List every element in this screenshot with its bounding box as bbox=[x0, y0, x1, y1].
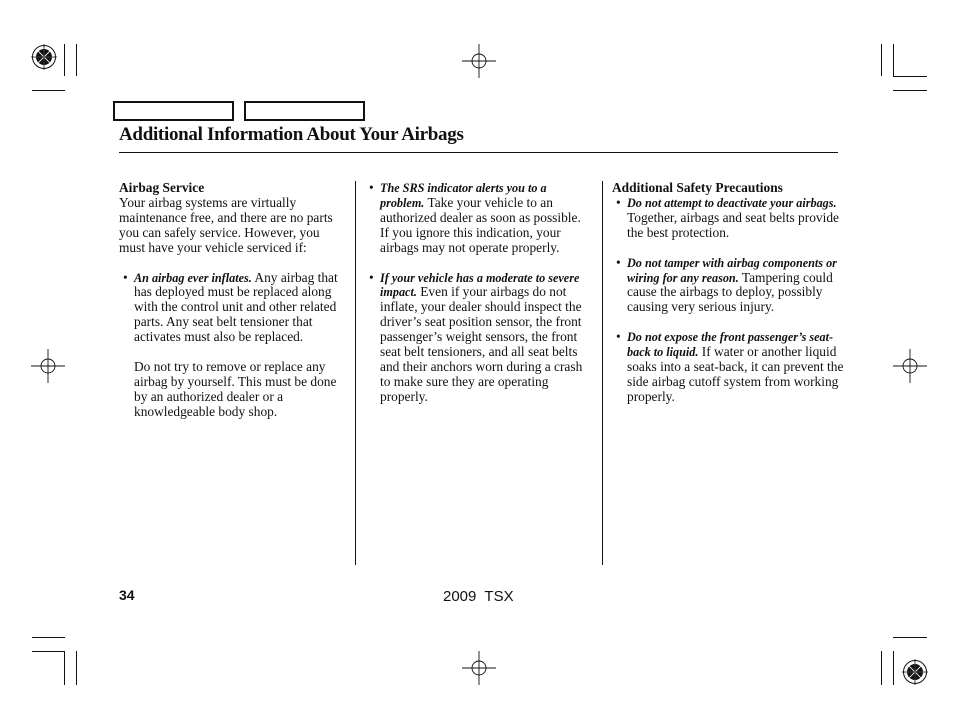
crop-mark bbox=[893, 76, 927, 77]
crosshair-mark-icon bbox=[893, 349, 927, 383]
bullet-icon: • bbox=[369, 269, 374, 285]
bullet-item bbox=[612, 330, 848, 405]
crop-mark bbox=[893, 651, 894, 685]
title-rule bbox=[119, 152, 838, 153]
bullet-icon: • bbox=[123, 269, 128, 285]
column-middle bbox=[365, 181, 587, 405]
crop-mark bbox=[64, 44, 65, 76]
paragraph: Your airbag systems are virtually maintenance free, and there are no parts you can safely service. However, you must have your vehicle serviced if: bbox=[119, 194, 333, 255]
section-heading: Airbag Service bbox=[119, 180, 205, 195]
crop-mark bbox=[893, 637, 927, 638]
crosshair-mark-icon bbox=[462, 44, 496, 78]
crop-mark bbox=[881, 44, 882, 76]
paragraph: Do not try to remove or replace any airbag by yourself. This must be done by an authorized dealer or a knowledgeable body shop. bbox=[134, 359, 337, 419]
bullet-text: Take your vehicle to an authorized dealer as soon as possible. If you ignore this indication, your airbags may not operate properly. bbox=[380, 194, 581, 255]
crop-mark bbox=[893, 90, 927, 91]
bullet-icon: • bbox=[616, 254, 621, 270]
bullet-lead: Do not expose the front passenger’s seat-back to liquid. bbox=[627, 330, 834, 360]
crop-mark bbox=[893, 44, 894, 76]
crosshair-mark-icon bbox=[31, 349, 65, 383]
nav-tab-box[interactable] bbox=[244, 101, 365, 121]
bullet-lead: If your vehicle has a moderate to severe impact. bbox=[380, 270, 580, 300]
crop-mark bbox=[32, 651, 65, 652]
bullet-item bbox=[365, 271, 587, 405]
bullet-item bbox=[612, 256, 848, 316]
bullet-icon: • bbox=[616, 329, 621, 345]
bullet-text: Any airbag that has deployed must be replaced along with the control unit and other related parts. Any seat belt tensioner that activates must also be replaced. bbox=[134, 269, 338, 345]
bullet-item bbox=[119, 271, 347, 346]
crop-mark bbox=[76, 44, 77, 76]
bullet-icon: • bbox=[616, 194, 621, 210]
section-heading: Additional Safety Precautions bbox=[612, 180, 783, 195]
column-divider bbox=[355, 181, 356, 565]
column-right bbox=[612, 181, 848, 405]
model-label: 2009 TSX bbox=[443, 588, 514, 605]
bullet-text: Together, airbags and seat belts provide the best protection. bbox=[627, 209, 839, 240]
bullet-text: If water or another liquid soaks into a seat-back, it can prevent the side airbag cutoff system from working properly. bbox=[627, 344, 844, 404]
crop-mark bbox=[32, 90, 65, 91]
bullet-lead: Do not tamper with airbag components or wiring for any reason. bbox=[627, 255, 837, 285]
crosshair-mark-icon bbox=[462, 651, 496, 685]
crop-mark bbox=[881, 651, 882, 685]
bullet-icon: • bbox=[369, 180, 374, 195]
bullet-text: Tampering could cause the airbags to deploy, possibly causing very serious injury. bbox=[627, 269, 833, 315]
bullet-lead: The SRS indicator alerts you to a problem. bbox=[380, 181, 547, 210]
crop-mark bbox=[64, 651, 65, 685]
registration-target-icon bbox=[31, 44, 57, 70]
nav-tab-box[interactable] bbox=[113, 101, 234, 121]
registration-target-icon bbox=[902, 659, 928, 685]
bullet-lead: An airbag ever inflates. bbox=[134, 270, 252, 285]
bullet-item bbox=[365, 181, 587, 256]
page-number: 34 bbox=[119, 587, 135, 603]
bullet-text: Even if your airbags do not inflate, your dealer should inspect the driver’s seat position sensor, the front passenger’s weight sensors, the front seat belt tensioners, and all seat belts and their anchors worn during a crash to make sure they are operating properly. bbox=[380, 284, 583, 404]
crop-mark bbox=[32, 637, 65, 638]
bullet-lead: Do not attempt to deactivate your airbags. bbox=[627, 195, 837, 210]
page-title: Additional Information About Your Airbags bbox=[119, 124, 464, 145]
column-divider bbox=[602, 181, 603, 565]
column-left bbox=[119, 181, 347, 420]
crop-mark bbox=[76, 651, 77, 685]
bullet-item bbox=[612, 196, 848, 241]
